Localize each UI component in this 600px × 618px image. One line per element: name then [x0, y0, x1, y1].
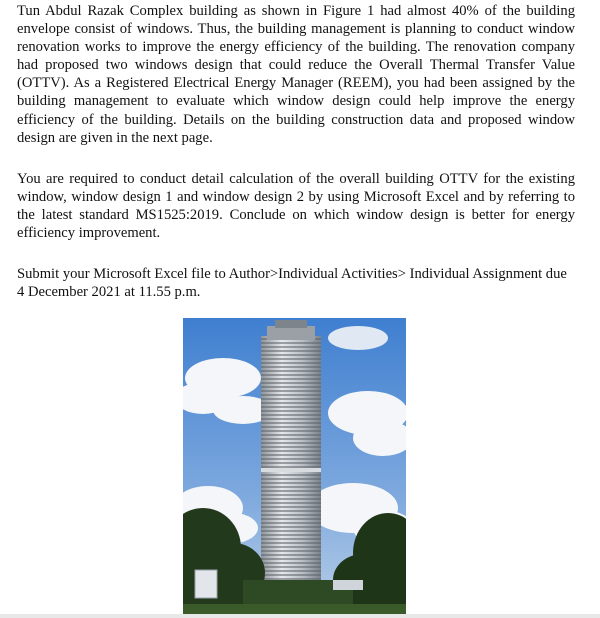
paragraph-task: You are required to conduct detail calculation of the overall building OTTV for the existing window, window design 1 and window design 2 by using Microsoft Excel and by referring to the latest standard MS1525:2019. Conclude on which window design is better for energy efficiency improvement.: [17, 170, 575, 242]
tower: [261, 320, 321, 596]
paragraph-submission: Submit your Microsoft Excel file to Author>Individual Activities> Individual Assignment due 4 December 2021 at 11.55 p.m.: [17, 266, 567, 301]
tower-photo-illustration: [183, 318, 406, 614]
paragraph-intro: Tun Abdul Razak Complex building as shown in Figure 1 had almost 40% of the building envelope consist of windows. Thus, the building management is planning to conduct window renovation works to improve the energy efficiency of the building. The renovation company had proposed two windows design that could reduce the Overall Thermal Transfer Value (OTTV). As a Registered Electrical Energy Manager (REEM), you had been assigned by the building management to evaluate which window design could help improve the energy efficiency of the building. Details on the building construction data and proposed window design are given in the next page.: [17, 3, 575, 146]
page-bottom-edge: [0, 614, 600, 618]
document-body: [17, 2, 575, 301]
figure-photo-tower: [183, 318, 406, 614]
